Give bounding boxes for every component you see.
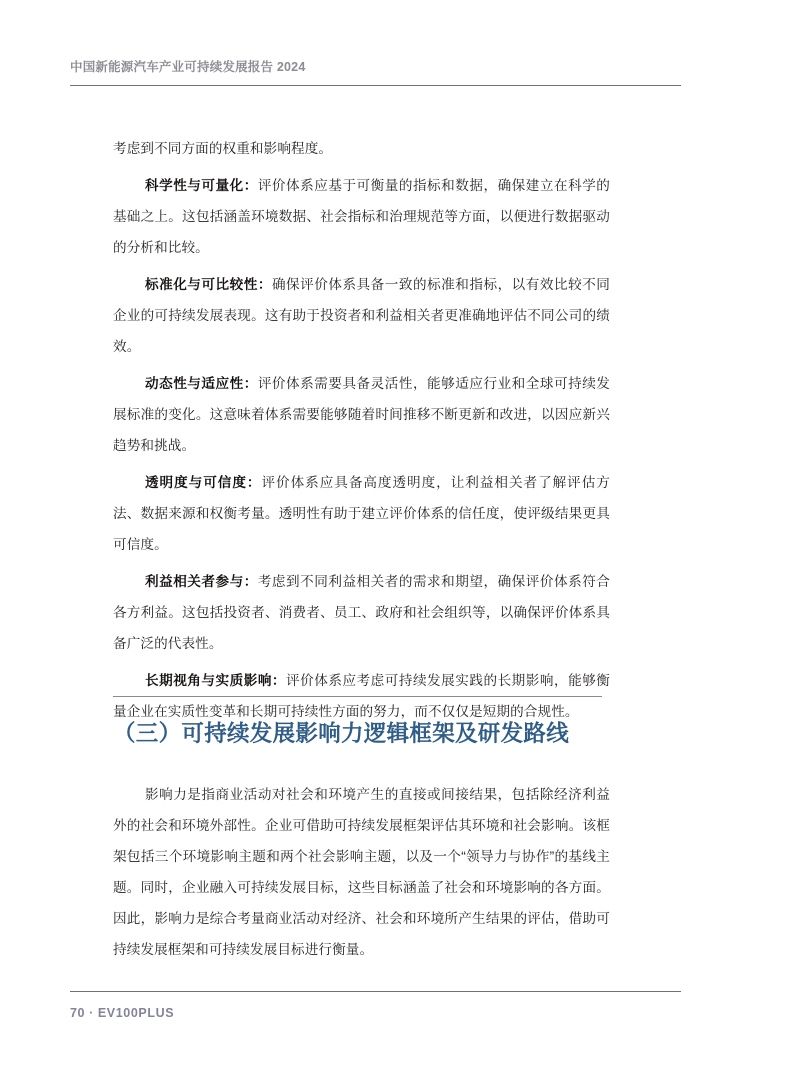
body-content [113,133,610,733]
paragraph-lead: 标准化与可比较性： [145,277,272,292]
header-title: 中国新能源汽车产业可持续发展报告 2024 [70,60,306,74]
footer-content [70,1004,681,1022]
paragraph-lead: 动态性与适应性： [145,376,258,391]
paragraph-text: 考虑到不同方面的权重和影响程度。 [113,141,333,156]
section-heading-block [113,696,610,751]
paragraph-text: 确保评价体系具备一致的标准和指标，以有效比较不同企业的可持续发展表现。这有助于投资者和利益相关者更准确地评估不同公司的绩效。 [113,277,610,354]
page-header [70,58,681,86]
paragraph-intro [113,133,610,164]
page-number: 70 [70,1006,86,1020]
paragraph-standardization [113,269,610,362]
paragraph-text: 评价体系应考虑可持续发展实践的长期影响，能够衡量企业在实质性变革和长期可持续性方面的努力，而不仅仅是短期的合规性。 [113,673,610,719]
footer-separator: · [89,1006,94,1020]
section-title: （三）可持续发展影响力逻辑框架及研发路线 [113,721,570,746]
paragraph-adaptability [113,368,610,461]
paragraph-lead: 科学性与可量化： [145,178,258,193]
paragraph-lead: 长期视角与实质影响： [145,673,287,688]
paragraph-transparency [113,467,610,560]
paragraph-scientific [113,170,610,263]
paragraph-text: 评价体系需要具备灵活性，能够适应行业和全球可持续发展标准的变化。这意味着体系需要能够随着时间推移不断更新和改进，以因应新兴趋势和挑战。 [113,376,610,453]
paragraph-text: 考虑到不同利益相关者的需求和期望，确保评价体系符合各方利益。这包括投资者、消费者、员工、政府和社会组织等，以确保评价体系具备广泛的代表性。 [113,574,610,651]
page-footer [70,991,681,1022]
paragraph-lead: 利益相关者参与： [145,574,258,589]
paragraph-text: 评价体系应基于可衡量的指标和数据，确保建立在科学的基础之上。这包括涵盖环境数据、社会指标和治理规范等方面，以便进行数据驱动的分析和比较。 [113,178,610,255]
footer-divider [70,991,681,992]
footer-brand: EV100PLUS [97,1006,175,1020]
paragraph-text: 评价体系应具备高度透明度，让利益相关者了解评估方法、数据来源和权衡考量。透明性有助于建立评价体系的信任度，使评级结果更具可信度。 [113,475,610,552]
header-divider [70,85,681,86]
paragraph-stakeholders [113,566,610,659]
paragraph-impact: 影响力是指商业活动对社会和环境产生的直接或间接结果，包括除经济利益外的社会和环境外部性。企业可借助可持续发展框架评估其环境和社会影响。该框架包括三个环境影响主题和两个社会影响主题，以及一个“领导力与协作”的基线主题。同时，企业融入可持续发展目标，这些目标涵盖了社会和环境影响的各方面。因此，影响力是综合考量商业活动对经济、社会和环境所产生结果的评估，借助可持续发展框架和可持续发展目标进行衡量。 [113,787,610,957]
section-body [113,779,610,965]
paragraph-lead: 透明度与可信度： [145,475,262,490]
